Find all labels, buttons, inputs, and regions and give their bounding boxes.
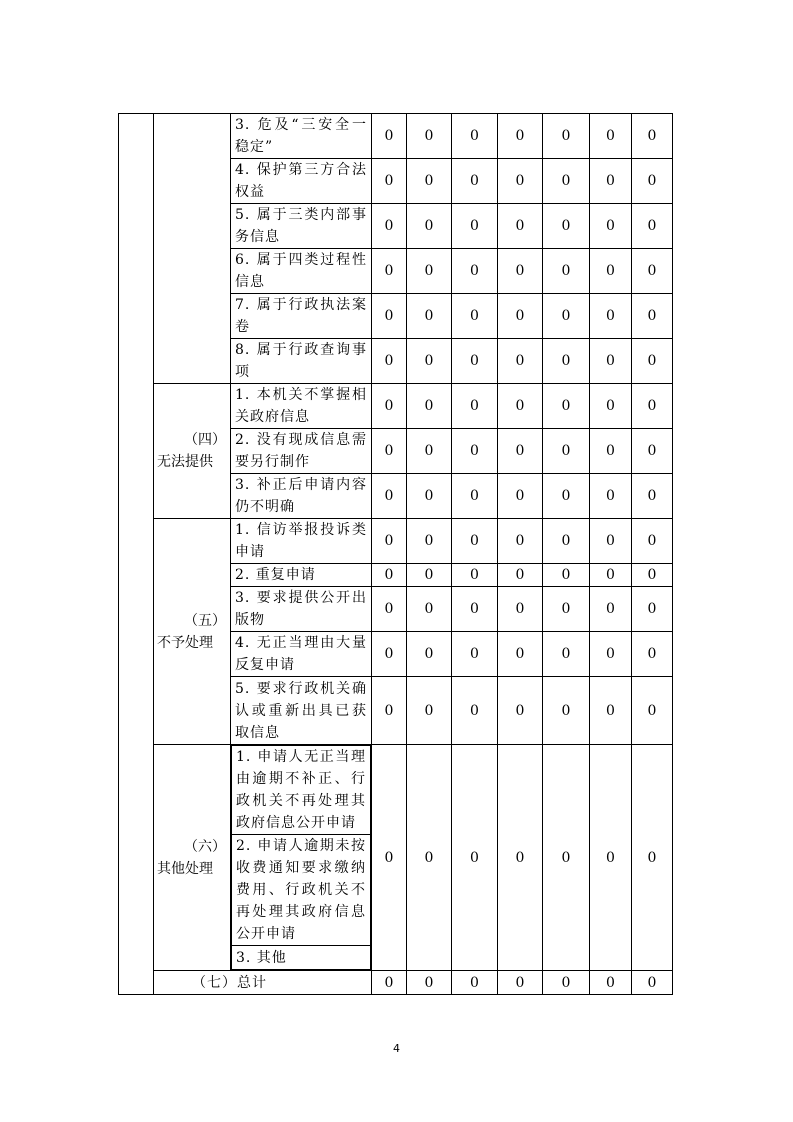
- page-number: 4: [393, 1042, 400, 1055]
- value-cell: 0: [632, 204, 673, 249]
- value-cell: 0: [407, 384, 452, 429]
- value-cell: 0: [543, 249, 590, 294]
- value-cell: 0: [452, 474, 498, 519]
- value-cell: 0: [498, 204, 543, 249]
- value-cell: 0: [590, 474, 632, 519]
- value-cell: 0: [452, 564, 498, 587]
- value-cell: 0: [590, 971, 632, 995]
- value-cell: 0: [372, 745, 407, 971]
- item-label: 3. 补正后申请内容仍不明确: [231, 474, 372, 519]
- value-cell: 0: [543, 519, 590, 564]
- value-cell: 0: [632, 249, 673, 294]
- value-cell: 0: [407, 474, 452, 519]
- value-cell: 0: [407, 677, 452, 745]
- value-cell: 0: [452, 587, 498, 632]
- category-continuation-cell: [154, 114, 231, 384]
- value-cell: 0: [498, 971, 543, 995]
- value-cell: 0: [407, 519, 452, 564]
- value-cell: 0: [372, 384, 407, 429]
- value-cell: 0: [407, 564, 452, 587]
- item-label: 2. 没有现成信息需要另行制作: [231, 429, 372, 474]
- other-items-list: [231, 745, 371, 970]
- value-cell: 0: [372, 587, 407, 632]
- value-cell: 0: [372, 249, 407, 294]
- value-cell: 0: [372, 564, 407, 587]
- category-label: [154, 384, 231, 519]
- item-label: 4. 保护第三方合法权益: [231, 159, 372, 204]
- item-label: 2. 重复申请: [231, 564, 372, 587]
- value-cell: 0: [543, 745, 590, 971]
- other-items-cell: [231, 745, 372, 971]
- value-cell: 0: [590, 114, 632, 159]
- value-cell: 0: [590, 294, 632, 339]
- category-label: [154, 745, 231, 971]
- item-label: 4. 无正当理由大量反复申请: [231, 632, 372, 677]
- value-cell: 0: [498, 474, 543, 519]
- value-cell: 0: [452, 249, 498, 294]
- value-cell: 0: [632, 745, 673, 971]
- value-cell: 0: [452, 429, 498, 474]
- value-cell: 0: [372, 971, 407, 995]
- item-label: 1. 本机关不掌握相关政府信息: [231, 384, 372, 429]
- value-cell: 0: [452, 519, 498, 564]
- value-cell: 0: [543, 339, 590, 384]
- value-cell: 0: [407, 429, 452, 474]
- item-label: 8. 属于行政查询事项: [231, 339, 372, 384]
- category-number: （四）: [184, 432, 226, 448]
- value-cell: 0: [498, 519, 543, 564]
- value-cell: 0: [498, 249, 543, 294]
- value-cell: 0: [632, 474, 673, 519]
- category-name: 其他处理: [157, 860, 213, 877]
- item-label: 1. 申请人无正当理由逾期不补正、行政机关不再处理其政府信息公开申请: [232, 746, 371, 835]
- value-cell: 0: [452, 114, 498, 159]
- value-cell: 0: [498, 564, 543, 587]
- category-number: （六）: [184, 838, 226, 855]
- value-cell: 0: [498, 632, 543, 677]
- value-cell: 0: [372, 114, 407, 159]
- value-cell: 0: [372, 632, 407, 677]
- value-cell: 0: [632, 429, 673, 474]
- value-cell: 0: [590, 677, 632, 745]
- value-cell: 0: [372, 519, 407, 564]
- value-cell: 0: [543, 429, 590, 474]
- value-cell: 0: [632, 564, 673, 587]
- value-cell: 0: [372, 339, 407, 384]
- value-cell: 0: [632, 159, 673, 204]
- value-cell: 0: [452, 677, 498, 745]
- value-cell: 0: [632, 294, 673, 339]
- value-cell: 0: [452, 745, 498, 971]
- item-label: 6. 属于四类过程性信息: [231, 249, 372, 294]
- value-cell: 0: [372, 159, 407, 204]
- value-cell: 0: [498, 294, 543, 339]
- value-cell: 0: [543, 474, 590, 519]
- value-cell: 0: [543, 294, 590, 339]
- value-cell: 0: [407, 114, 452, 159]
- item-label: 3. 要求提供公开出版物: [231, 587, 372, 632]
- value-cell: 0: [452, 204, 498, 249]
- item-label: 3. 危及“三安全一稳定”: [231, 114, 372, 159]
- value-cell: 0: [452, 294, 498, 339]
- value-cell: 0: [590, 519, 632, 564]
- category-label: [154, 519, 231, 745]
- value-cell: 0: [452, 384, 498, 429]
- value-cell: 0: [407, 971, 452, 995]
- value-cell: 0: [407, 159, 452, 204]
- value-cell: 0: [590, 632, 632, 677]
- value-cell: 0: [407, 249, 452, 294]
- total-label: （七）总计: [154, 971, 372, 995]
- value-cell: 0: [632, 677, 673, 745]
- item-label: 5. 属于三类内部事务信息: [231, 204, 372, 249]
- value-cell: 0: [543, 384, 590, 429]
- value-cell: 0: [543, 204, 590, 249]
- value-cell: 0: [498, 114, 543, 159]
- value-cell: 0: [498, 339, 543, 384]
- value-cell: 0: [543, 587, 590, 632]
- value-cell: 0: [590, 564, 632, 587]
- value-cell: 0: [498, 429, 543, 474]
- value-cell: 0: [543, 632, 590, 677]
- value-cell: 0: [543, 114, 590, 159]
- item-label: 2. 申请人逾期未按收费通知要求缴纳费用、行政机关不再处理其政府信息公开申请: [232, 835, 371, 946]
- value-cell: 0: [498, 587, 543, 632]
- value-cell: 0: [498, 159, 543, 204]
- value-cell: 0: [590, 429, 632, 474]
- value-cell: 0: [372, 677, 407, 745]
- value-cell: 0: [498, 677, 543, 745]
- value-cell: 0: [407, 339, 452, 384]
- value-cell: 0: [372, 429, 407, 474]
- value-cell: 0: [632, 339, 673, 384]
- value-cell: 0: [632, 519, 673, 564]
- value-cell: 0: [407, 294, 452, 339]
- category-name: 不予处理: [157, 634, 213, 651]
- value-cell: 0: [590, 159, 632, 204]
- value-cell: 0: [590, 745, 632, 971]
- value-cell: 0: [372, 474, 407, 519]
- value-cell: 0: [543, 564, 590, 587]
- value-cell: 0: [407, 745, 452, 971]
- value-cell: 0: [372, 294, 407, 339]
- value-cell: 0: [632, 632, 673, 677]
- value-cell: 0: [590, 384, 632, 429]
- left-margin-cell: [119, 114, 154, 995]
- value-cell: 0: [407, 204, 452, 249]
- value-cell: 0: [452, 971, 498, 995]
- item-label: 3. 其他: [232, 946, 371, 970]
- value-cell: 0: [498, 745, 543, 971]
- disclosure-table: [118, 113, 673, 995]
- value-cell: 0: [407, 632, 452, 677]
- value-cell: 0: [452, 339, 498, 384]
- value-cell: 0: [372, 204, 407, 249]
- value-cell: 0: [632, 587, 673, 632]
- category-number: （五）: [184, 612, 226, 629]
- item-label: 5. 要求行政机关确认或重新出具已获取信息: [231, 677, 372, 745]
- value-cell: 0: [590, 587, 632, 632]
- value-cell: 0: [543, 159, 590, 204]
- value-cell: 0: [407, 587, 452, 632]
- value-cell: 0: [452, 632, 498, 677]
- item-label: 1. 信访举报投诉类申请: [231, 519, 372, 564]
- value-cell: 0: [452, 159, 498, 204]
- value-cell: 0: [632, 114, 673, 159]
- category-name: 无法提供: [157, 454, 213, 470]
- value-cell: 0: [632, 384, 673, 429]
- value-cell: 0: [543, 677, 590, 745]
- value-cell: 0: [590, 249, 632, 294]
- item-label: 7. 属于行政执法案卷: [231, 294, 372, 339]
- value-cell: 0: [632, 971, 673, 995]
- value-cell: 0: [590, 204, 632, 249]
- value-cell: 0: [590, 339, 632, 384]
- value-cell: 0: [543, 971, 590, 995]
- value-cell: 0: [498, 384, 543, 429]
